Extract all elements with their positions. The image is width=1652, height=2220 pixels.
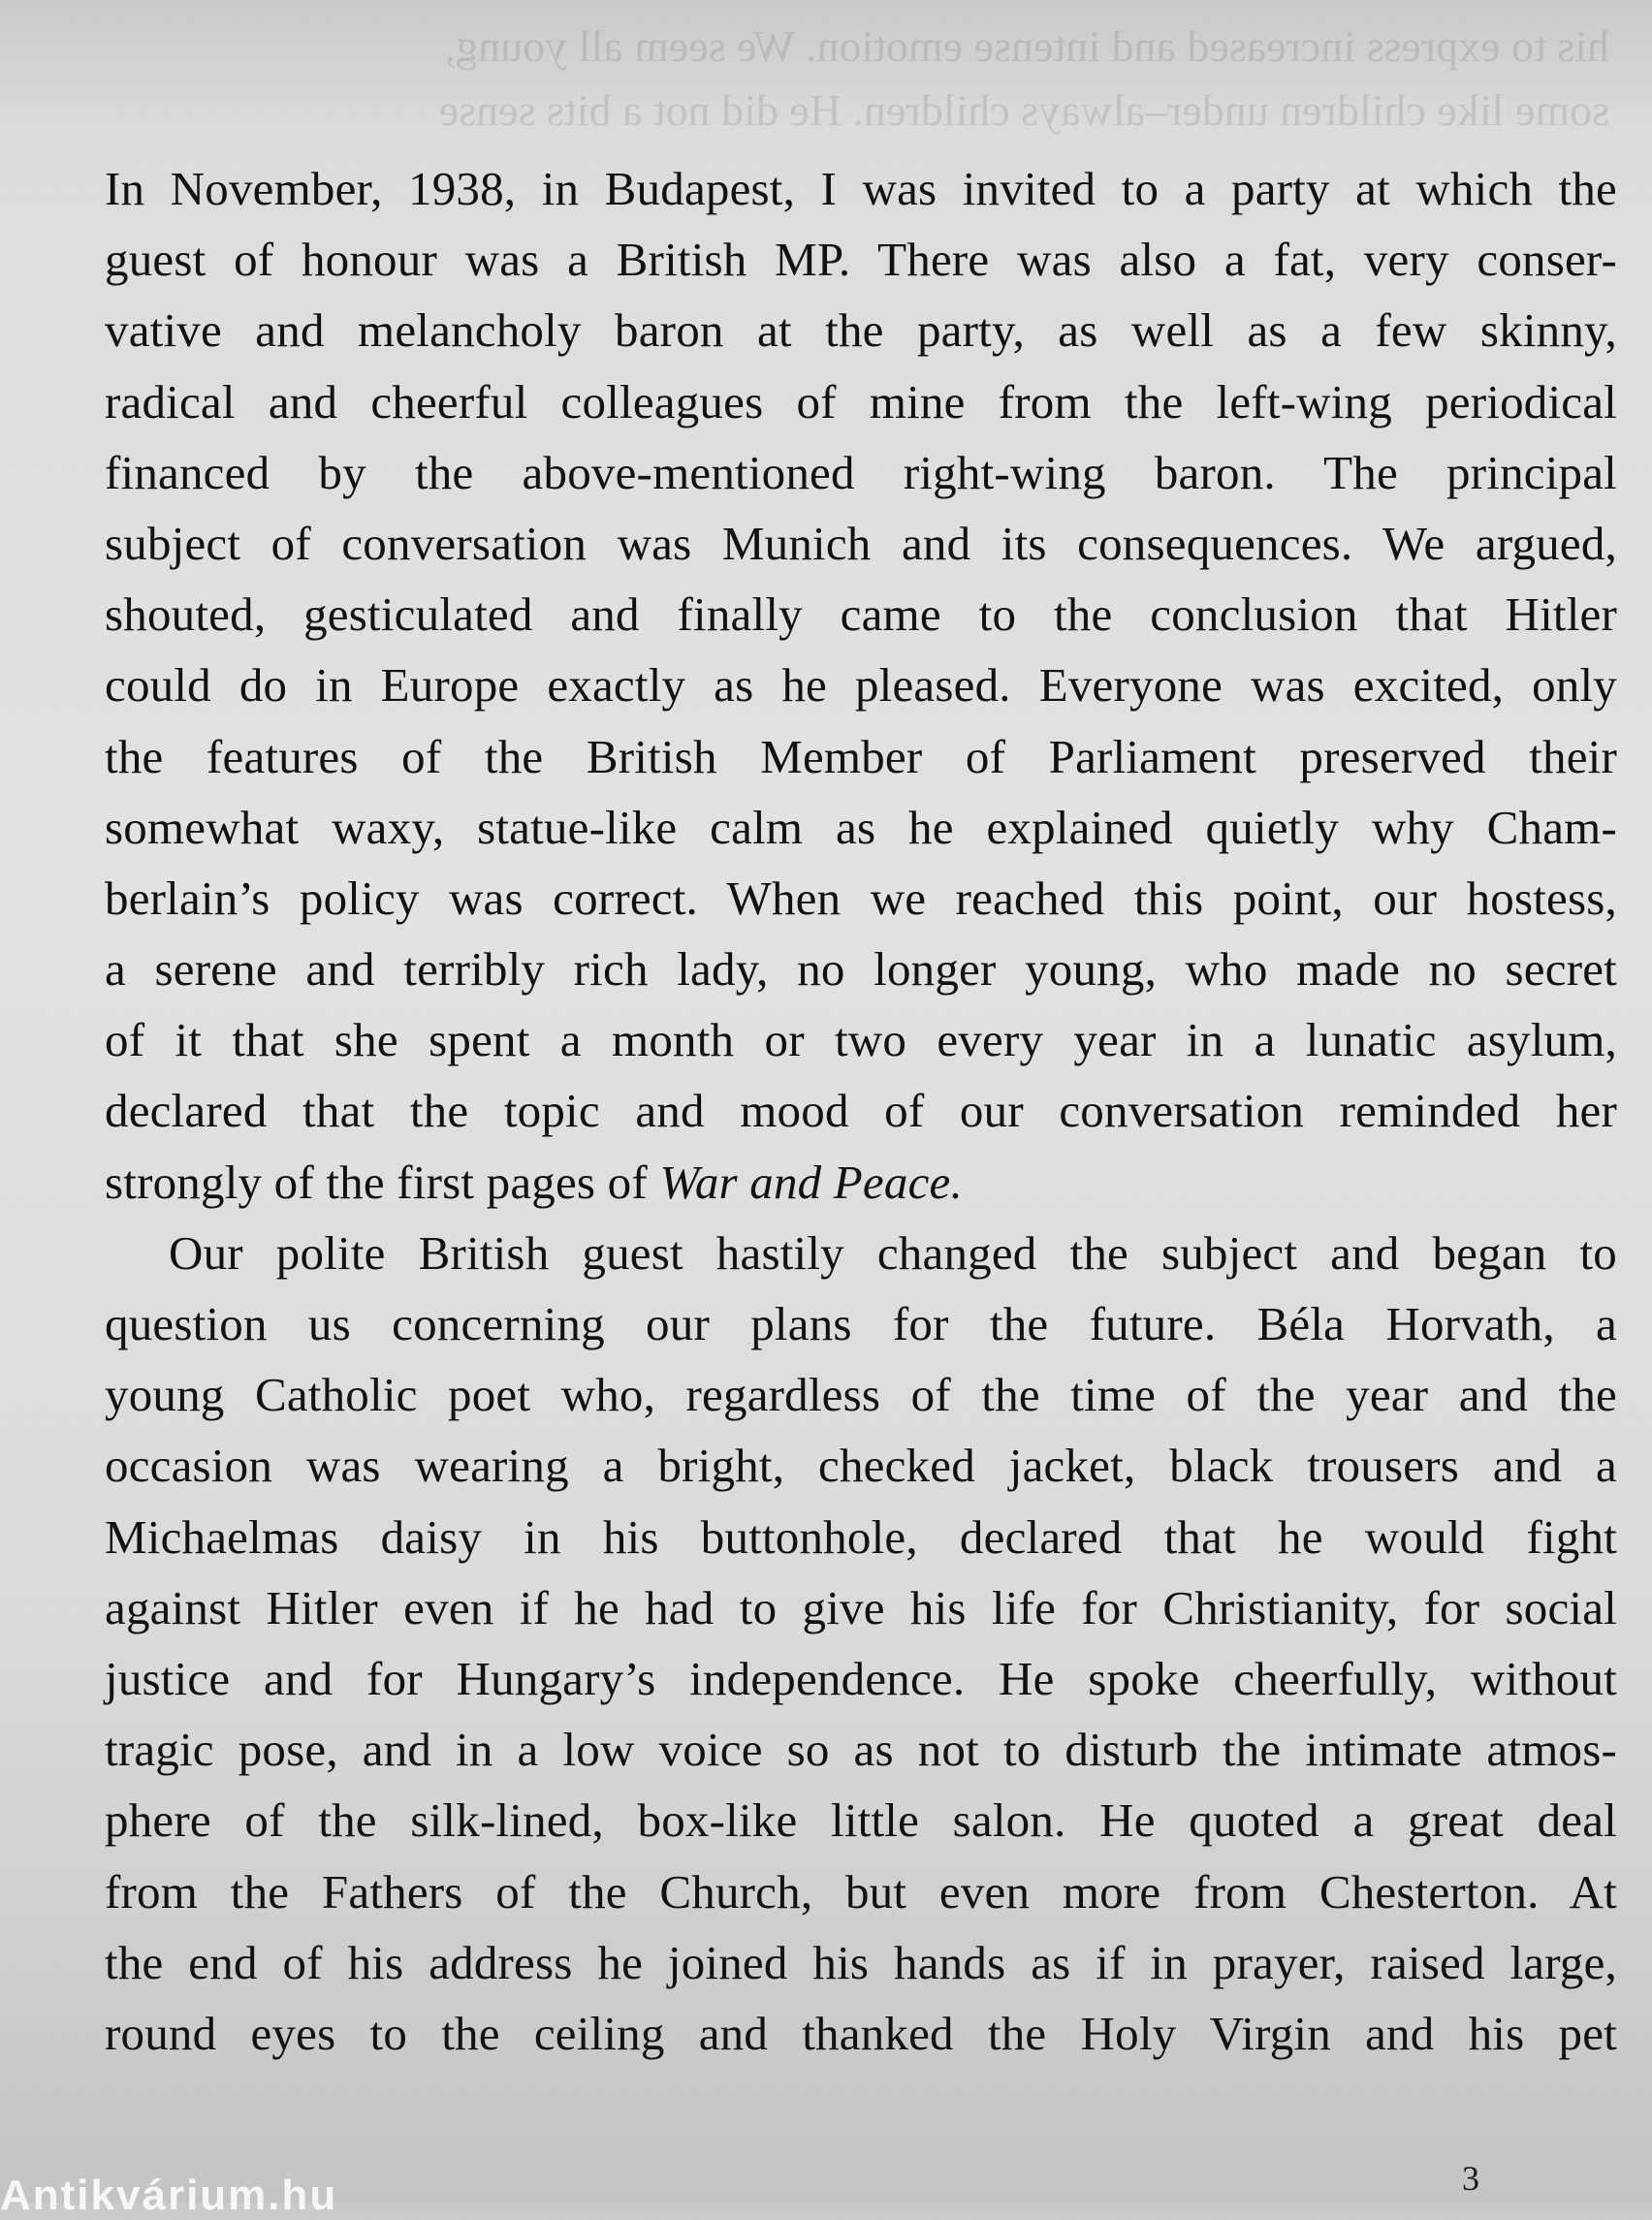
bleed-through-text: some like children under–always children. He did not a bits sense	[438, 85, 1609, 135]
book-title-italic: War and Peace.	[659, 1155, 963, 1209]
text-line: financed by the above-mentioned right-wing baron. The principal	[105, 445, 1617, 499]
text-line: phere of the silk-lined, box-like little salon. He quoted a great deal	[105, 1793, 1617, 1848]
text-line: young Catholic poet who, regardless of the time of the year and the	[105, 1368, 1617, 1422]
text-line: from the Fathers of the Church, but even more from Chesterton. At	[105, 1864, 1617, 1919]
text-line: justice and for Hungary’s independence. He spoke cheerfully, without	[105, 1651, 1617, 1705]
text-line: tragic pose, and in a low voice so as not to disturb the intimate atmos-	[105, 1723, 1617, 1777]
text-line: Our polite British guest hastily changed the subject and began to	[169, 1225, 1617, 1280]
text-line: declared that the topic and mood of our conversation reminded her	[105, 1084, 1617, 1138]
body-text	[105, 153, 1617, 2069]
text-line: vative and melancholy baron at the party, as well as a few skinny,	[105, 303, 1617, 358]
text-line	[105, 1147, 1617, 1218]
text-line-segment: strongly of the first pages of	[105, 1155, 660, 1209]
watermark: Antikvárium.hu	[0, 2172, 338, 2219]
text-line: berlain’s policy was correct. When we reached this point, our hostess,	[105, 871, 1617, 925]
text-line: round eyes to the ceiling and thanked the Holy Virgin and his pet	[105, 2006, 1617, 2060]
text-line: of it that she spent a month or two every year in a lunatic asylum,	[105, 1013, 1617, 1067]
text-line: the end of his address he joined his hands as if in prayer, raised large,	[105, 1935, 1617, 1989]
text-line: somewhat waxy, statue-like calm as he explained quietly why Cham-	[105, 800, 1617, 854]
text-line: guest of honour was a British MP. There was also a fat, very conser-	[105, 233, 1617, 287]
text-line: shouted, gesticulated and finally came to the conclusion that Hitler	[105, 587, 1617, 642]
text-line: could do in Europe exactly as he pleased. Everyone was excited, only	[105, 658, 1617, 713]
text-line: question us concerning our plans for the future. Béla Horvath, a	[105, 1297, 1617, 1350]
text-line: the features of the British Member of Parliament preserved their	[105, 729, 1617, 783]
bleed-through-text: his to express increased and intense emotion. We seem all young,	[444, 21, 1609, 71]
text-line: radical and cheerful colleagues of mine from the left-wing periodical	[105, 374, 1617, 428]
text-line: against Hitler even if he had to give his life for Christianity, for social	[105, 1580, 1617, 1634]
text-line: subject of conversation was Munich and its consequences. We argued,	[105, 516, 1617, 570]
text-line: In November, 1938, in Budapest, I was invited to a party at which the	[105, 162, 1617, 215]
text-line: occasion was wearing a bright, checked jacket, black trousers and a	[105, 1439, 1617, 1493]
page-number: 3	[1462, 2159, 1479, 2198]
text-line: a serene and terribly rich lady, no longer young, who made no secret	[105, 942, 1617, 997]
text-line: Michaelmas daisy in his buttonhole, declared that he would fight	[105, 1509, 1617, 1564]
